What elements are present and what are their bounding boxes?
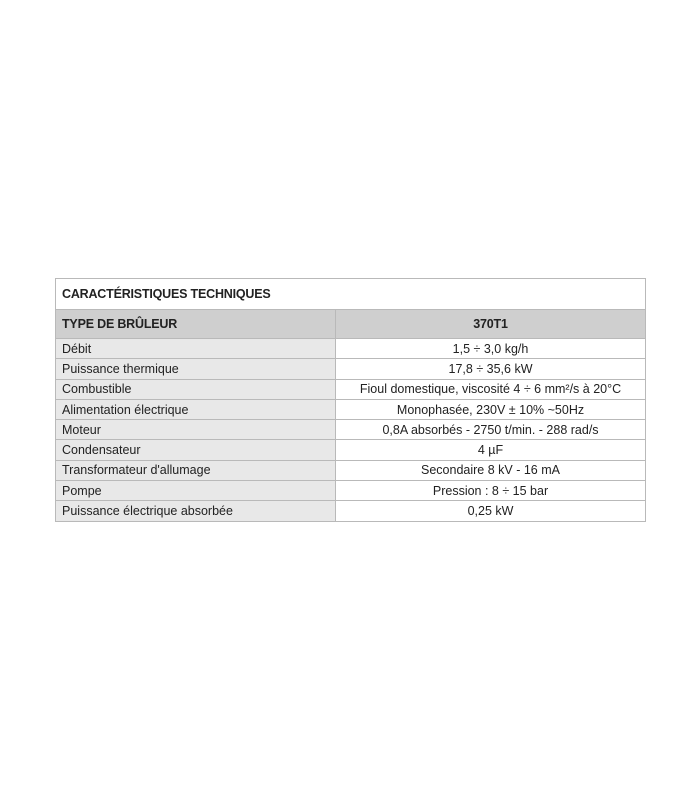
header-burner-type: TYPE DE BRÛLEUR (56, 310, 336, 339)
table-row (56, 501, 646, 521)
table-title-row (56, 279, 646, 310)
table-header-row (56, 310, 646, 339)
row-label: Condensateur (56, 440, 336, 460)
row-value: 0,8A absorbés - 2750 t/min. - 288 rad/s (336, 420, 646, 440)
row-value: Fioul domestique, viscosité 4 ÷ 6 mm²/s à 20°C (336, 379, 646, 399)
table-row (56, 420, 646, 440)
row-label: Puissance thermique (56, 359, 336, 379)
header-model: 370T1 (336, 310, 646, 339)
row-value: Secondaire 8 kV - 16 mA (336, 460, 646, 480)
row-label: Transformateur d'allumage (56, 460, 336, 480)
table-row (56, 481, 646, 501)
table-title: CARACTÉRISTIQUES TECHNIQUES (56, 279, 646, 310)
table-row (56, 399, 646, 419)
specifications-table (55, 278, 646, 522)
row-value: Monophasée, 230V ± 10% ~50Hz (336, 399, 646, 419)
row-value: 17,8 ÷ 35,6 kW (336, 359, 646, 379)
row-value: 0,25 kW (336, 501, 646, 521)
row-label: Moteur (56, 420, 336, 440)
table-row (56, 339, 646, 359)
table-row (56, 359, 646, 379)
row-label: Combustible (56, 379, 336, 399)
row-label: Pompe (56, 481, 336, 501)
table-row (56, 440, 646, 460)
row-value: 1,5 ÷ 3,0 kg/h (336, 339, 646, 359)
table-row (56, 460, 646, 480)
row-label: Alimentation électrique (56, 399, 336, 419)
row-value: Pression : 8 ÷ 15 bar (336, 481, 646, 501)
row-label: Débit (56, 339, 336, 359)
row-value: 4 µF (336, 440, 646, 460)
row-label: Puissance électrique absorbée (56, 501, 336, 521)
table-row (56, 379, 646, 399)
